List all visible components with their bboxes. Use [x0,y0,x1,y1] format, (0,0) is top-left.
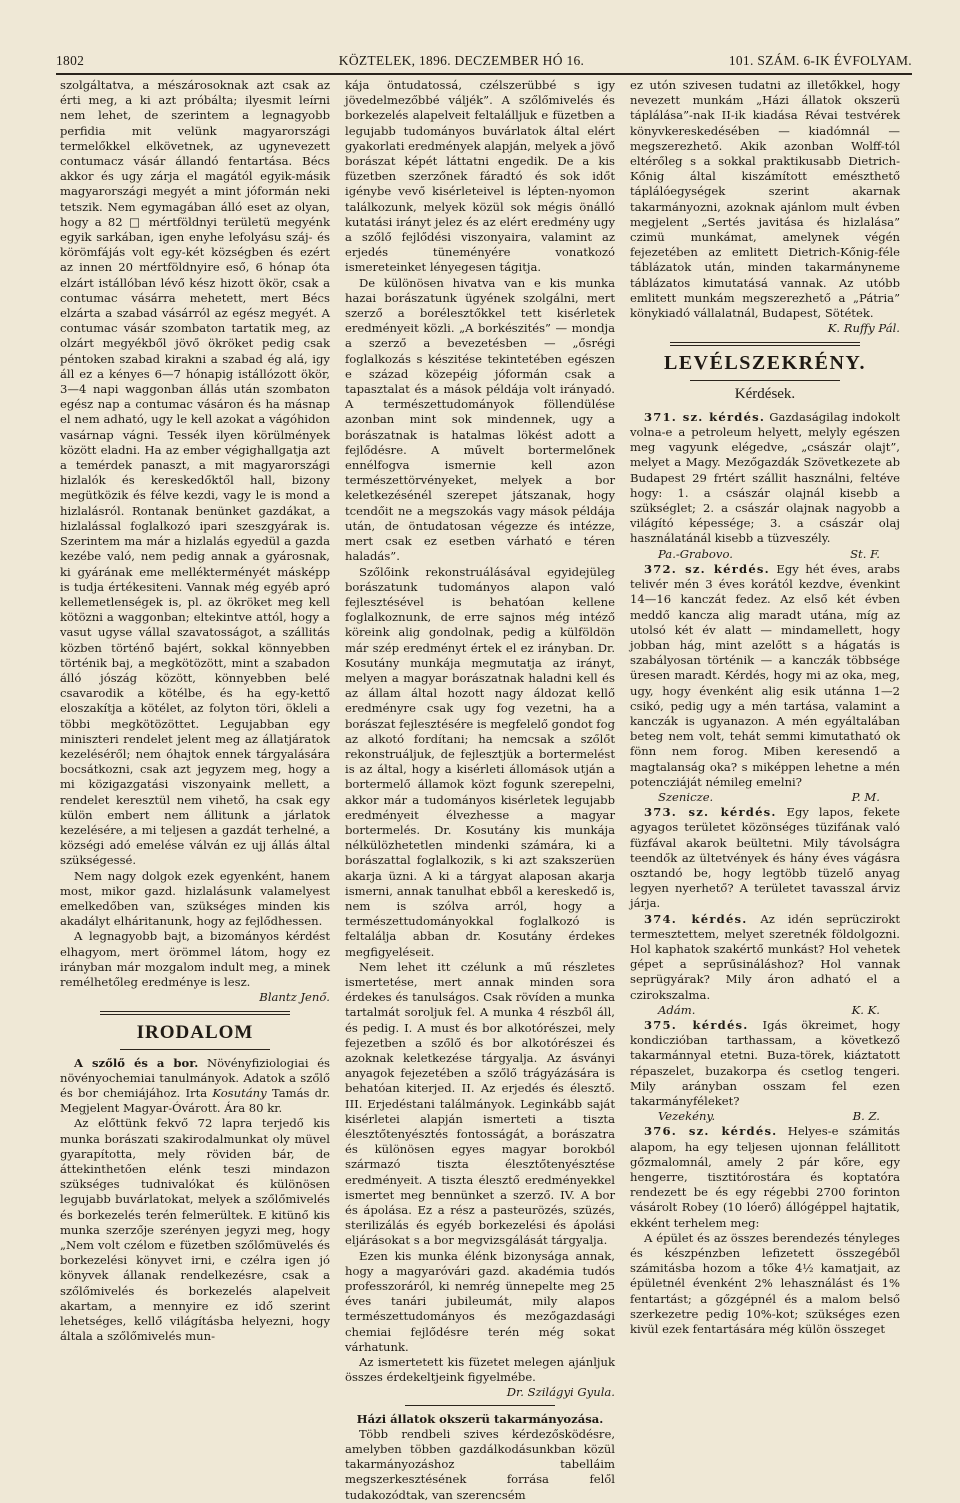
masthead-title: KÖZTELEK, 1896. DECZEMBER HÓ 16. [338,53,585,68]
place: Pa.-Grabovo. [658,546,733,561]
question-371 [630,410,900,547]
header-rule [56,73,912,75]
paragraph: Ezen kis munka élénk bizonysága annak, hogy a magyaróvári gazd. akadémia tudós professzoráról, ki nemrég ünnepelte meg 25 éves tanári jubileumát, mily alapos természettudományos és mezőgazdasági chemiai fejlődésre terén még sokat várhatunk. [345,1248,615,1354]
divider [690,380,840,381]
question-number: 375. kérdés. [644,1017,749,1032]
page-header [56,50,912,72]
section-title-levelszekreny: LEVÉLSZEKRÉNY. [664,352,866,375]
question-signature [630,1003,900,1018]
question-372 [630,562,900,790]
paragraph: Az előttünk fekvő 72 lapra terjedő kis munka borászati szakirodalmunkat oly müvel gyarapította, mely röviden bár, de áttekinthetően elénk teszi mindazon szükséges tudnivalókat és különösen legujabb buvárlatokat, melyek a szőlőmivelés és borkezelés terén felmerültek. E kitünő kis munka szerzője szerényen jegyzi meg, hogy „Nem volt czélom e füzetben szőlőmüvelés és borkezelési könyvet irni, e czélra igen jó könyvek állanak rendelkezésre, csak a szőlőmivelés és borkezelés alapelveit akartam, a mennyire ez idő szerint lehetséges, kellő világításba helyezni, hogy általa a szőlőmivelés mun- [60,1116,330,1344]
question-text: Igás ökreimet, hogy kondiczióban tarthassam, a következő takarmánnyal etetni. Buza-törek, kiáztatott répaszelet, buzakorpa és csetlog tengeri. Mily arányban osszam fel ezen takarmányféleket? [630,1017,900,1108]
place: Vezekény. [658,1109,716,1124]
initials: B. Z. [852,1109,880,1124]
divider [100,1011,290,1015]
column-1 [60,78,331,1344]
article-title: Házi állatok okszerü takarmányozása. [356,1411,604,1426]
book-entry [60,1056,330,1117]
subsection-title: Kérdések. [734,385,796,402]
place: Szenicze. [658,789,714,804]
paragraph: Az ismertetett kis füzetet melegen ajánljuk összes érdekeltjeink figyelmébe. [345,1355,615,1385]
divider [670,342,860,346]
question-text: Az idén seprüczirokt termesztettem, melyet szeretnék földolgozni. Hol kaphatok szakértő munkást? Hol vehetek gépet a seprűsináláshoz? Hol vannak seprügyárak? Mily áron adható el a czirokszalma. [630,911,900,1002]
paragraph: Több rendbeli szives kérdezősködésre, amelyben többen gazdálkodásunkban közül takarmányozáshoz tabelláim megszerkesztésének forrása felől tudakozódtak, van szerencsém [345,1426,615,1502]
question-number: 372. sz. kérdés. [644,561,770,576]
initials: P. M. [851,789,880,804]
paragraph: A legnagyobb bajt, a bizományos kérdést elhagyom, mert örömmel látom, hogy ez irányban már mozgalom indult meg, a minek remélhetőleg eredménye is lesz. [60,929,330,989]
question-text: Gazdaságilag indokolt volna-e a petroleum helyett, melyly egészen meg vagyunk elégedve, „császár olajt”, melyet a Magy. Mezőgazdák Szövetkezete ab Budapest 29 frtért szállit használni, feltéve hogy: 1. a császár olajnál kisebb a szükséglet; 2. a császár olajnak nagyobb a világító képessége; 3. a császár olaj használatánál kisebb a tüzveszély. [630,409,900,546]
column-2 [345,78,615,1502]
question-signature [630,1109,900,1124]
book-title: A szőlő és a bor. [74,1055,199,1070]
question-number: 373. sz. kérdés. [644,805,777,820]
column-3 [630,78,900,1337]
initials: K. K. [851,1002,880,1017]
paragraph: Szőlőink rekonstruálásával egyidejüleg borászatunk tudományos alapon való fejlesztésével is behatóan kellene foglalkoznunk, de erre sajnos még intéző köreink alig gondolnak, pedig a külföldön már szép eredményt értek el ez irányban. Dr. Kosutány munkája megmutatja az irányt, melyen a magyar borászatnak haladni kell és az állam által hozott nagy áldozat kellő eredményre csak ugy fog vezetni, ha a borászat fejlesztésére is megfelelő gondot fog az alkotó fordítani; ha nemcsak a szőlőt rekonstruáljuk, de fejlesztjük a bortermelést is az által, hogy a kisérleti állomások utján a bortermelő államok közt fogunk szerepelni, akkor már a tudományos kisérletek legujabb eredményeit élvezhesse a magyar bortermelés. Dr. Kosutány kis munkája nélkülözhetetlen mindenki számára, ki a borászattal foglalkozik, s ki azt szakszerüen akarja üzni. A ki a tárgyat alaposan akarja ismerni, annak tanulhat ebből a kereskedő is, nem is szólva arról, hogy a természettudományokkal foglalkozó is feltalálja abban dr. Kosutány érdekes megfigyeléseit. [345,564,615,959]
book-description: Növényfiziologiai és növényochemiai tanulmányok. Adatok a szőlő és bor chemiájához. Irta [60,1055,331,1100]
question-number: 371. sz. kérdés. [644,409,766,424]
initials: St. F. [850,546,880,561]
paragraph: ez utón szivesen tudatni az illetőkkel, hogy nevezett munkám „Házi állatok okszerü táplálása”-nak II-ik kiadása Révai testvérek könyvkereskedésében — kiadómnál — megszerezhető. Akik azonban Wolff-tól eltérőleg s a sokkal praktikusabb Dietrich-Kőnig által kiszámított emészthető táplálóegységek szerint akarnak takarmányozni, azoknak ajánlom mult évben megjelent „Sertés javitása és hizlalása” czimü munkámat, amelynek végén fejezetében az emlitett Dietrich-Kőnig-féle táblázatok után, minden takarmányneme táblázatos kimutatásá vannak. Az utóbb emlitett munkám megszerezhető a „Pátria” könykiadó vállalatnál, Budapest, Sötétek. [630,78,900,321]
divider [405,1405,555,1406]
paragraph: Nem nagy dolgok ezek egyenként, hanem most, mikor gazd. hizlalásunk valamelyest emelkedőben van, szükséges minden kis akadályt elháritanunk, hogy az fejlődhessen. [60,868,330,929]
book-details: Tamás dr. Megjelent Magyar-Óvárott. Ára 80 kr. [60,1086,331,1116]
question-373 [630,805,900,911]
section-title-irodalom: IRODALOM [136,1022,254,1044]
paragraph: szolgáltatva, a mészárosoknak azt csak az érti meg, a ki azt próbálta; ilyesmit leírni nem lehet, de szerintem a legnagyobb perfidia mit velünk magyarországi termelőkkel elkövetnek, az ugynevezett contumacz vásár állandó fentartása. Bécs akkor és ugy zárja el magától egyik-másik magyarországi megyét a mint jóformán neki tetszik. Nem egymagában álló eset az olyan, hogy a 82 □ mértföldnyi területü megyénk egyik sarkában, igen enyhe lefolyásu száj- és körömfájás volt egy-két községben és ezért az innen 20 mértföldnyire eső, 6 hónap óta elzárt istállóban lévő kész hizott ökör, csak a contumac vásárra mehetett, mert Bécs elzárta a szabad vásárról az egész megyét. A contumac vásár szombaton tartatik meg, az olzárt megyékből jövő ökröket pedig csak péntoken szabad kirakni a szabad ég alá, igy áll ez a kényes 6—7 hónapig istállózott ökör, 3—4 napi waggonban állás után szombaton egész nap a contumac vásáron és ha másnap el nem adható, ugy le kell azokat a vágóhidon vasárnap vágni. Tessék ilyen körülmények között eladni. Ha az ember végighallgatja azt a temérdek panaszt, a mit magyarországi hizlalók és kereskedőktől hall, bizony megütközik és félve kezdi, vagy le is mond a hizlalásról. Rontanak benünket gazdákat, a hizlalással foglalkozó ipari szeszgyárak is. Szerintem ma már a hizlalás egyedül a gazda kezébe való, nem pedig annak a gyárosnak, ki gyárának eme mellékterményét másképp is tudja értékesiteni. Vannak még egyéb apró kellemetlenségek is, pl. az ökröket meg kell kötözni a waggonban; eltekintve attól, hogy a vasut ugyse vállal szavatosságot, a szállitás közben történő bajért, sokkal könnyebben történik baj, a megkötözött, mint a szabadon álló jószág között, könnyebben belé csavarodik a kötélbe, és ha egy-kettő eloszakítja a kötélet, az folyton töri, ökleli a többi megkötözöttet. Legujabban egy miniszteri rendelet jelent meg az állatjáratok kezeléséről; nem óhajtok ennek tárgyalására bocsátkozni, csak azt jegyzem meg, hogy a mi közigazgatási viszonyaink mellett, a rendelet keresztül nem vihető, ha csak egy külön embert nem állitunk a járlatok kezelésére, a mi teljesen a gazdát terhelné, a községi adó emelése válván ez ujj állás által szükségessé. [60,78,330,868]
signature: K. Ruffy Pál. [827,321,900,336]
question-number: 376. sz. kérdés. [644,1124,778,1139]
question-number: 374. kérdés. [644,911,748,926]
paragraph: A épület és az összes berendezés tényleges és készpénzben lefizetett összegéből számitásba hozom a tőke 4½ kamatjait, az épületnél évenként 2% lehasználást és 1% fentartást; a gőzgépnél és a malom belső szerkezetre pedig 10%-kot; szükséges ezen kivül ezek fentartására még külön összeget [630,1230,900,1337]
question-signature [630,790,900,805]
paragraph: kája öntudatossá, czélszerübbé s igy jövedelmezőbbé váljék”. A szőlőmivelés és borkezelés alapelveit feltalálljuk e füzetben a legujabb tudományos buvárlatok által elért gyakorlati eredmények alapján, melyek a jövő borászat képét láttatni engedik. De a kis füzetben szerzőnek fáradtó és sok időt igénybe vevő kisérleteivel is lépten-nyomon találkozunk, melyek közül sok mégis önálló kutatási irányt jelez és az elért eredmény ugy a szőlő fejlődési viszonyaira, valamint az erjedés tüneményére vonatkozó ismereteinket lényegesen tágitja. [345,78,615,275]
question-375 [630,1018,900,1109]
paragraph: Nem lehet itt czélunk a mű részletes ismertetése, mert annak minden sora érdekes és tanulságos. Csak rövíden a munka tartalmát soroljuk fel. A munka 4 részből áll, és pedig. I. A must és bor alkotórészei, mely fejezetben a szőlő és bor alkotórészei és azoknak keletkezése tárgyalja. Az ásványi anyagok fejezetében a szőlő trágyázására is behatóan kiterjed. II. Az erjedés és élesztő. III. Erjedéstani találmányok. Leginkább saját kisérletei alapján ismerteti a tiszta élesztőtenyésztés fontosságát, a borászatra és különösen egyes magyar borokból származó tiszta élesztőtenyésztése eredményeit. A tiszta élesztő eredményekkel ismertet meg bennünket a szerző. IV. A bor és ápolása. Ez a rész a pasteurözés, szüzés, sterilizálás és egyéb borkezelési és ápolási eljárásokat s a bor megvizsgálását tárgyalja. [345,959,615,1248]
paragraph: De különösen hivatva van e kis munka hazai borászatunk ügyének szolgálni, mert szerző a borélesztőkkel tett kisérletek eredményeit közli. „A borkészités” — mondja a szerző a bevezetésben — „ősrégi foglalkozás s készitése tekintetében egészen e század közepéig jóformán csak a tapasztalat és a mások példája volt irányadó. A természettudományok föllendülése azonban mint sok mindennek, ugy a borászatnak is hatalmas lökést adott a fejlődésre. A művelt bortermelőnek ennélfogva ismernie kell azon természettörvényeket, melyek a bor keletkezésénél szerepet játszanak, hogy tcendőit ne a megszokás vagy mások példája után, de öntudatosan végezze és intézze, mert csak ez esetben várható e téren haladás”. [345,275,615,564]
divider [120,1049,270,1050]
question-text: Egy hét éves, arabs telivér mén 3 éves korától kezdve, évenkint 14—16 kanczát fedez. Az első két évben meddő kancza alig maradt utána, míg az utolsó két év alatt — mindamellett, hogy jobban hág, mint azelőtt s a hágatás is szabályosan történik — a kanczák többsége üresen maradt. Kérdés, hogy mi az oka, meg, ugy, hogy évenként alig esik utánna 1—2 csikó, pedig ugy a mén tartása, valamint a kanczák is ugyanazon. A mén egyáltalában beteg nem volt, tehát semmi kimutatható ok fönn nem forog. Miben keresendő a magtalanság oka? s miképpen lehetne a mén potencziáját némileg emelni? [630,561,900,789]
question-text: Helyes-e számitás alapom, ha egy teljesen ujonnan felállitott gőzmalomnál, amely 2 pár kőre, egy hengerre, tisztitórostára és koptatóra rendezett be és egy régebbi 2700 forinton vásárolt Robey (10 lóerő) állógéppel hajtatik, ekként terhelem meg: [630,1124,900,1230]
page-number: 1802 [56,53,85,68]
question-374 [630,912,900,1003]
place: Adám. [658,1002,696,1017]
book-author: Kosutány [212,1086,267,1100]
issue-info: 101. SZÁM. 6-IK ÉVFOLYAM. [728,53,912,68]
question-376 [630,1124,900,1230]
question-text: Egy lapos, fekete agyagos területet közönséges tüzifának való füzfával akarok beültetni. Mily távolságra teendők az ültetvények és hány éves vágásra osztandó be, hogy legtöbb tüzelő anyag legyen nyerhető? A területet tavasszal árviz járja. [630,805,900,911]
signature: Blantz Jenő. [259,990,330,1005]
signature: Dr. Szilágyi Gyula. [506,1385,615,1400]
question-signature [630,547,900,562]
